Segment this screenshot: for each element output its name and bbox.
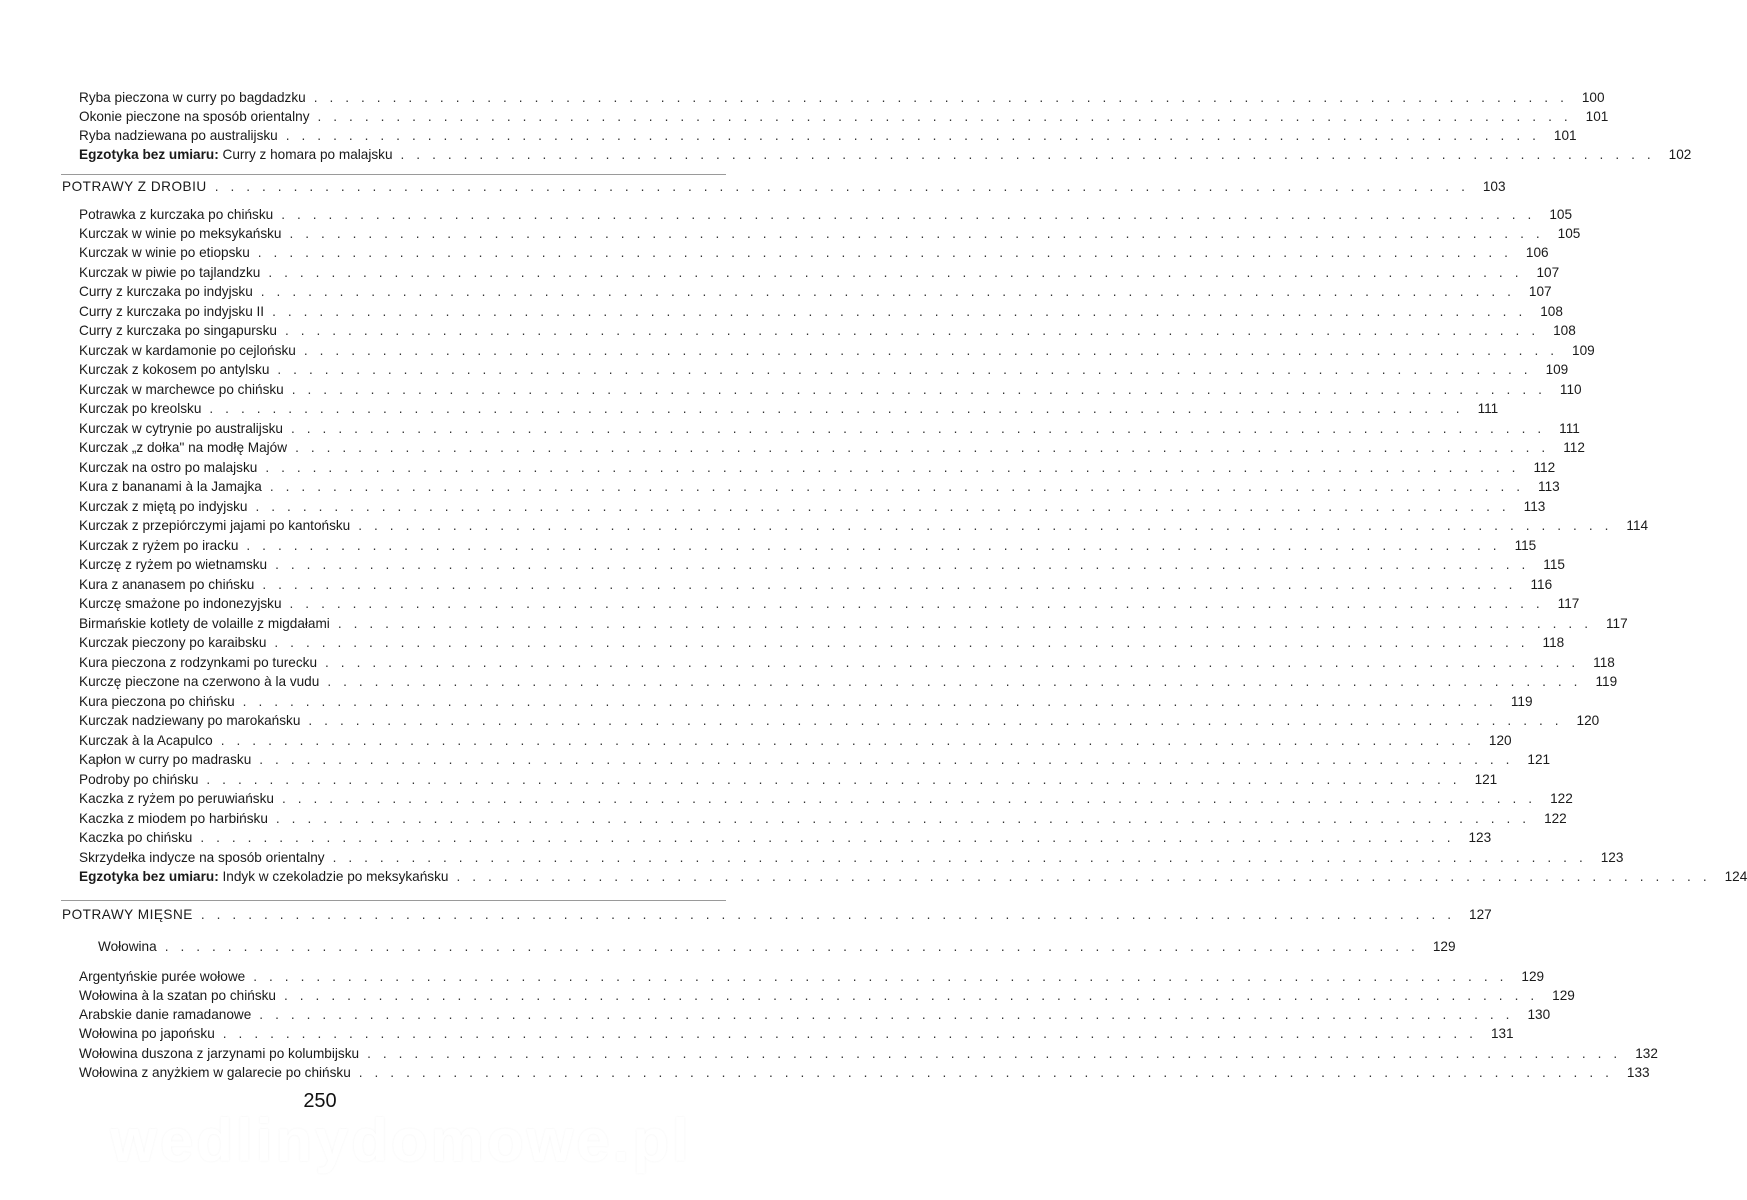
toc-entry: [79, 89, 1605, 107]
entry-title: [79, 225, 281, 243]
entry-text: Kurczak z kokosem po antylsku: [79, 362, 270, 377]
entry-text: Potrawka z kurczaka po chińsku: [79, 207, 274, 222]
entry-text: Curry z kurczaka po indyjsku: [79, 284, 253, 299]
dot-leader: ................................................................................: [308, 713, 1571, 728]
entry-title: [79, 381, 284, 399]
entry-page-number: 112: [1533, 460, 1556, 475]
entry-title: [79, 712, 300, 730]
entry-text: Birmańskie kotlety de volaille z migdałami: [79, 616, 330, 631]
entry-title: [79, 790, 274, 808]
toc-entry: [79, 420, 1580, 438]
entry-page-number: 129: [1432, 939, 1456, 954]
dot-leader: ................................................................................: [257, 245, 1520, 260]
dot-leader: ................................................................................: [200, 830, 1463, 845]
toc-section: [62, 906, 1492, 924]
entry-text: Okonie pieczone na sposób orientalny: [79, 109, 310, 124]
entry-title: [79, 751, 251, 769]
toc-entry: [79, 849, 1624, 867]
toc-entry: [79, 206, 1573, 224]
entry-text: Kura z ananasem po chińsku: [79, 577, 255, 592]
toc-entry: [79, 673, 1618, 691]
page-number: 250: [303, 1090, 337, 1112]
entry-text: Kurczak nadziewany po marokańsku: [79, 713, 301, 728]
dot-leader: ................................................................................: [259, 752, 1522, 767]
dot-leader: ................................................................................: [269, 479, 1533, 494]
toc-entry: [79, 381, 1582, 399]
entry-title: [79, 595, 282, 613]
entry-title: [79, 987, 276, 1005]
entry-page-number: 118: [1593, 655, 1615, 670]
toc-entry: [79, 615, 1628, 633]
entry-page-number: 123: [1600, 850, 1624, 865]
entry-page-number: 100: [1581, 90, 1605, 105]
toc-entry: [79, 342, 1595, 360]
dot-leader: ................................................................................: [265, 460, 1528, 475]
entry-title: [79, 615, 330, 633]
entry-page-number: 127: [1469, 907, 1492, 922]
toc-entry: [79, 244, 1549, 262]
entry-title: [79, 439, 287, 457]
dot-leader: ................................................................................: [317, 109, 1580, 124]
entry-text: Arabskie danie ramadanowe: [79, 1007, 252, 1022]
entry-page-number: 110: [1559, 382, 1582, 397]
dot-leader: ................................................................................: [400, 147, 1663, 162]
dot-leader: ................................................................................: [268, 265, 1531, 280]
dot-leader: ................................................................................: [290, 421, 1554, 436]
entry-text: Kurczak w cytrynie po australijsku: [79, 421, 283, 436]
entry-title: [79, 420, 283, 438]
dot-leader: ................................................................................: [262, 577, 1525, 592]
entry-title: [79, 810, 268, 828]
watermark: wedlinydomowe.pl: [110, 1107, 692, 1174]
entry-title: [79, 1025, 215, 1043]
toc-entry: [79, 968, 1545, 986]
entry-page-number: 109: [1545, 362, 1569, 377]
dot-leader: ................................................................................: [283, 988, 1547, 1003]
entry-page-number: 133: [1626, 1065, 1650, 1080]
entry-page-number: 117: [1557, 596, 1580, 611]
toc-entry: [79, 868, 1747, 886]
entry-page-number: 114: [1626, 518, 1649, 533]
entry-page-number: 119: [1595, 674, 1618, 689]
entry-title: [79, 361, 269, 379]
entry-page-number: 115: [1543, 557, 1565, 572]
toc-entry: [79, 751, 1551, 769]
toc-entry: [79, 732, 1512, 750]
toc-entry: [79, 1064, 1650, 1082]
toc-entry: [79, 303, 1563, 321]
entry-text: Kurczak „z dołka" na modłę Majów: [79, 440, 288, 455]
entry-title: [79, 537, 238, 555]
toc-entry: [79, 595, 1580, 613]
entry-text: Kapłon w curry po madrasku: [79, 752, 252, 767]
entry-text: Kura z bananami à la Jamajka: [79, 479, 262, 494]
toc-entry: [79, 634, 1565, 652]
entry-title: [79, 732, 213, 750]
toc-entry: [79, 264, 1560, 282]
entry-title: [79, 673, 319, 691]
entry-title: [62, 178, 207, 196]
dot-leader: ................................................................................: [275, 557, 1538, 572]
toc-entry: [79, 556, 1565, 574]
toc-entry: [79, 790, 1573, 808]
dot-leader: ................................................................................: [200, 907, 1464, 922]
entry-text: Ryba pieczona w curry po bagdadzku: [79, 90, 306, 105]
entry-title: [79, 693, 235, 711]
entry-title: [79, 303, 264, 321]
entry-text: Curry z homara po malajsku: [222, 147, 393, 162]
toc-entry: [79, 478, 1560, 496]
entry-page-number: 121: [1474, 772, 1498, 787]
entry-page-number: 118: [1542, 635, 1565, 650]
entry-text: Skrzydełka indycze na sposób orientalny: [79, 850, 325, 865]
toc-entry: [79, 498, 1546, 516]
dot-leader: ................................................................................: [209, 401, 1472, 416]
entry-title: [79, 400, 201, 418]
entry-text: Kurczak à la Acapulco: [79, 733, 213, 748]
dot-leader: ................................................................................: [325, 655, 1588, 670]
dot-leader: ................................................................................: [285, 128, 1548, 143]
entry-page-number: 106: [1525, 245, 1549, 260]
entry-title: [79, 264, 260, 282]
toc-entry: [79, 322, 1576, 340]
entry-text: Wołowina z anyżkiem w galarecie po chińsku: [79, 1065, 351, 1080]
entry-text: Kura pieczona po chińsku: [79, 694, 235, 709]
dot-leader: ................................................................................: [327, 674, 1590, 689]
entry-title: [79, 108, 310, 126]
entry-page-number: 101: [1585, 109, 1609, 124]
dot-leader: ................................................................................: [214, 179, 1477, 194]
dot-leader: ................................................................................: [242, 694, 1505, 709]
toc-entry: [79, 1025, 1514, 1043]
entry-text: Kurczak w piwie po tajlandzku: [79, 265, 261, 280]
entry-text: Kurczak w marchewce po chińsku: [79, 382, 284, 397]
entry-title: [79, 868, 448, 886]
dot-leader: ................................................................................: [274, 635, 1537, 650]
section-divider: [61, 174, 726, 175]
entry-page-number: 129: [1552, 988, 1575, 1003]
toc-section: [62, 178, 1506, 196]
entry-page-number: 122: [1544, 811, 1567, 826]
toc-entry: [79, 517, 1649, 535]
dot-leader: ................................................................................: [358, 1065, 1621, 1080]
dot-leader: ................................................................................: [289, 226, 1552, 241]
entry-text: Argentyńskie purée wołowe: [79, 969, 246, 984]
entry-title: [79, 517, 350, 535]
dot-leader: ................................................................................: [295, 440, 1558, 455]
entry-label: Egzotyka bez umiaru:: [79, 147, 219, 162]
entry-text: Kurczak z ryżem po iracku: [79, 538, 239, 553]
entry-title: [79, 849, 325, 867]
entry-text: Curry z kurczaka po indyjsku II: [79, 304, 265, 319]
entry-title: [79, 576, 254, 594]
entry-page-number: 113: [1523, 499, 1546, 514]
entry-title: [62, 906, 193, 924]
toc-entry: [79, 400, 1499, 418]
entry-title: [79, 1064, 351, 1082]
toc-entry: [79, 439, 1585, 457]
entry-title: [79, 634, 266, 652]
dot-leader: ................................................................................: [255, 499, 1518, 514]
dot-leader: ................................................................................: [291, 382, 1554, 397]
entry-text: Kura pieczona z rodzynkami po turecku: [79, 655, 318, 670]
entry-text: Wołowina po japońsku: [79, 1026, 215, 1041]
entry-text: Kurczak z miętą po indyjsku: [79, 499, 248, 514]
entry-text: Kurczak w kardamonie po cejlońsku: [79, 343, 296, 358]
entry-title: [79, 146, 393, 164]
entry-title: [79, 89, 306, 107]
toc-entry: [79, 459, 1556, 477]
entry-page-number: 115: [1514, 538, 1537, 553]
entry-page-number: 109: [1572, 343, 1595, 358]
dot-leader: ................................................................................: [289, 596, 1552, 611]
dot-leader: ................................................................................: [220, 733, 1483, 748]
entry-text: Kurczę z ryżem po wietnamsku: [79, 557, 268, 572]
entry-title: [79, 829, 192, 847]
toc-entry: [79, 771, 1498, 789]
entry-title: [79, 968, 245, 986]
entry-text: Curry z kurczaka po singapursku: [79, 323, 277, 338]
entry-title: [98, 938, 157, 956]
dot-leader: ................................................................................: [367, 1046, 1630, 1061]
entry-text: Wołowina duszona z jarzynami po kolumbijsku: [79, 1046, 360, 1061]
entry-title: [79, 322, 277, 340]
entry-text: Kurczak pieczony po karaibsku: [79, 635, 267, 650]
dot-leader: ................................................................................: [332, 850, 1595, 865]
toc-entry: [79, 829, 1492, 847]
entry-text: Kurczę smażone po indonezyjsku: [79, 596, 282, 611]
toc-entry: [79, 146, 1692, 164]
entry-page-number: 116: [1530, 577, 1553, 592]
toc-entry: [79, 712, 1600, 730]
dot-leader: ................................................................................: [259, 1007, 1522, 1022]
entry-page-number: 119: [1510, 694, 1533, 709]
entry-page-number: 121: [1527, 752, 1551, 767]
dot-leader: ................................................................................: [313, 90, 1576, 105]
entry-page-number: 101: [1553, 128, 1577, 143]
entry-text: Kaczka po chińsku: [79, 830, 193, 845]
entry-title: [79, 498, 247, 516]
entry-page-number: 120: [1488, 733, 1512, 748]
entry-text: Wołowina à la szatan po chińsku: [79, 988, 276, 1003]
entry-page-number: 123: [1468, 830, 1492, 845]
entry-title: [79, 283, 253, 301]
entry-text: Kurczak z przepiórczymi jajami po kantońsku: [79, 518, 351, 533]
entry-page-number: 103: [1482, 179, 1506, 194]
entry-title: [79, 556, 267, 574]
dot-leader: ................................................................................: [222, 1026, 1485, 1041]
entry-page-number: 102: [1668, 147, 1692, 162]
toc-entry: [79, 1006, 1551, 1024]
entry-page-number: 132: [1635, 1046, 1658, 1061]
entry-title: [79, 342, 296, 360]
dot-leader: ................................................................................: [272, 304, 1535, 319]
dot-leader: ................................................................................: [281, 791, 1545, 806]
dot-leader: ................................................................................: [253, 969, 1516, 984]
entry-title: [79, 244, 250, 262]
entry-page-number: 108: [1540, 304, 1563, 319]
entry-page-number: 129: [1521, 969, 1545, 984]
entry-text: Indyk w czekoladzie po meksykańsku: [222, 869, 449, 884]
entry-page-number: 107: [1528, 284, 1552, 299]
toc-entry: [79, 283, 1552, 301]
entry-title: [79, 1006, 251, 1024]
entry-page-number: 113: [1538, 479, 1560, 494]
entry-text: Kurczak po kreolsku: [79, 401, 202, 416]
toc-entry: [79, 1045, 1658, 1063]
toc-entry: [79, 108, 1609, 126]
dot-leader: ................................................................................: [277, 362, 1540, 377]
entry-text: Wołowina: [98, 939, 157, 954]
entry-page-number: 112: [1563, 440, 1585, 455]
dot-leader: ................................................................................: [303, 343, 1567, 358]
dot-leader: ................................................................................: [281, 207, 1544, 222]
entry-title: [79, 1045, 359, 1063]
toc-entry: [79, 361, 1569, 379]
dot-leader: ................................................................................: [456, 869, 1719, 884]
toc-entry: [79, 810, 1567, 828]
entry-page-number: 111: [1477, 401, 1499, 416]
dot-leader: ................................................................................: [284, 323, 1548, 338]
entry-text: POTRAWY MIĘSNE: [62, 907, 193, 922]
entry-text: Kaczka z ryżem po peruwiańsku: [79, 791, 274, 806]
dot-leader: ................................................................................: [206, 772, 1469, 787]
entry-page-number: 107: [1536, 265, 1560, 280]
entry-label: Egzotyka bez umiaru:: [79, 869, 219, 884]
entry-title: [79, 459, 257, 477]
entry-page-number: 117: [1605, 616, 1628, 631]
dot-leader: ................................................................................: [358, 518, 1621, 533]
entry-title: [79, 478, 262, 496]
entry-text: Kurczak na ostro po malajsku: [79, 460, 258, 475]
entry-text: POTRAWY Z DROBIU: [62, 179, 207, 194]
section-divider: [61, 900, 726, 901]
entry-page-number: 124: [1724, 869, 1747, 884]
entry-text: Kurczak w winie po meksykańsku: [79, 226, 282, 241]
entry-text: Podroby po chińsku: [79, 772, 199, 787]
entry-page-number: 111: [1559, 421, 1580, 436]
entry-page-number: 130: [1527, 1007, 1551, 1022]
dot-leader: ................................................................................: [337, 616, 1600, 631]
entry-text: Kurczak w winie po etiopsku: [79, 245, 250, 260]
toc-entry: [79, 127, 1577, 145]
dot-leader: ................................................................................: [275, 811, 1539, 826]
dot-leader: ................................................................................: [246, 538, 1509, 553]
toc-entry: [79, 654, 1615, 672]
toc-entry: [79, 987, 1575, 1005]
entry-page-number: 105: [1557, 226, 1581, 241]
toc-entry: [79, 693, 1533, 711]
entry-page-number: 122: [1550, 791, 1573, 806]
entry-page-number: 108: [1553, 323, 1576, 338]
entry-title: [79, 654, 317, 672]
entry-title: [79, 127, 278, 145]
entry-page-number: 105: [1549, 207, 1573, 222]
toc-entry: [79, 225, 1581, 243]
dot-leader: ................................................................................: [260, 284, 1523, 299]
entry-title: [79, 206, 273, 224]
toc-subsection: [98, 938, 1456, 956]
toc-entry: [79, 537, 1537, 555]
entry-text: Kurczę pieczone na czerwono à la vudu: [79, 674, 320, 689]
entry-text: Kaczka z miodem po harbińsku: [79, 811, 268, 826]
entry-title: [79, 771, 198, 789]
dot-leader: ................................................................................: [164, 939, 1427, 954]
entry-text: Ryba nadziewana po australijsku: [79, 128, 278, 143]
toc-entry: [79, 576, 1553, 594]
entry-page-number: 120: [1576, 713, 1600, 728]
entry-page-number: 131: [1490, 1026, 1514, 1041]
